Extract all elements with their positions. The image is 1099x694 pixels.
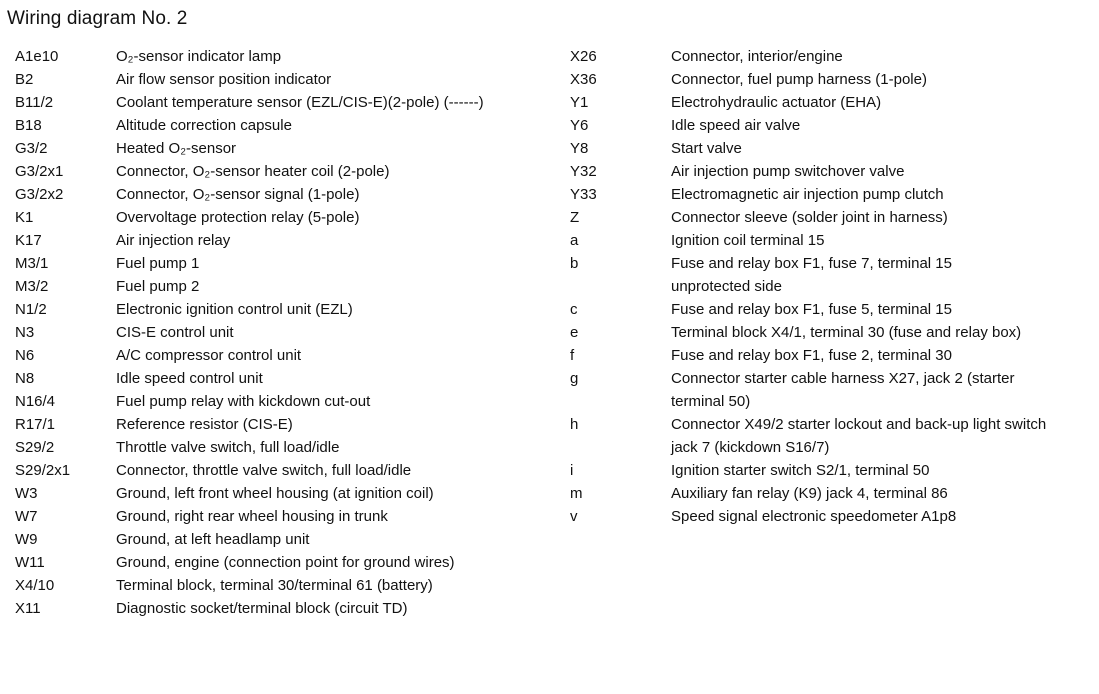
legend-code: a (570, 232, 579, 249)
legend-description: Ignition coil terminal 15 (671, 232, 825, 249)
legend-description: Idle speed control unit (116, 370, 263, 387)
legend-code: N1/2 (15, 301, 47, 318)
legend-description: Connector starter cable harness X27, jack 2 (starter terminal 50) (671, 370, 1015, 410)
legend-description: Connector sleeve (solder joint in harness) (671, 209, 948, 226)
legend-code: W7 (15, 508, 38, 525)
page-title: Wiring diagram No. 2 (7, 8, 188, 29)
legend-code: B2 (15, 71, 34, 88)
legend-description: Coolant temperature sensor (EZL/CIS-E)(2-pole) (------) (116, 94, 484, 111)
legend-description: CIS-E control unit (116, 324, 234, 341)
legend-description: Ground, at left headlamp unit (116, 531, 310, 548)
legend-code: M3/1 (15, 255, 49, 272)
legend-row (570, 137, 1090, 160)
legend-code: v (570, 508, 578, 525)
legend-row (15, 482, 545, 505)
legend-description: Fuse and relay box F1, fuse 5, terminal 15 (671, 301, 952, 318)
legend-code: S29/2x1 (15, 462, 71, 479)
legend-row (15, 206, 545, 229)
legend-code: X11 (15, 600, 41, 617)
legend-description: Fuel pump relay with kickdown cut-out (116, 393, 371, 410)
legend-description: Electromagnetic air injection pump clutch (671, 186, 944, 203)
legend-description: Reference resistor (CIS-E) (116, 416, 293, 433)
legend-description: Ground, right rear wheel housing in trunk (116, 508, 388, 525)
legend-row (15, 114, 545, 137)
legend-row (570, 68, 1090, 91)
legend-column-left (15, 45, 545, 620)
legend-row (570, 229, 1090, 252)
legend-description: Overvoltage protection relay (5-pole) (116, 209, 360, 226)
legend-row (570, 298, 1090, 321)
legend-description: Electronic ignition control unit (EZL) (116, 301, 353, 318)
legend-row (570, 321, 1090, 344)
legend-code: e (570, 324, 579, 341)
legend-row (570, 160, 1090, 183)
legend-description: Heated O₂-sensor (116, 140, 237, 157)
legend-description: Altitude correction capsule (116, 117, 292, 134)
legend-description: Auxiliary fan relay (K9) jack 4, terminal 86 (671, 485, 948, 502)
legend-row (15, 298, 545, 321)
legend-row (15, 459, 545, 482)
legend-description: Connector, throttle valve switch, full load/idle (116, 462, 412, 479)
legend-description: Speed signal electronic speedometer A1p8 (671, 508, 957, 525)
legend-row (15, 597, 545, 620)
legend-code: B18 (15, 117, 42, 134)
legend-description: Connector, fuel pump harness (1-pole) (671, 71, 927, 88)
legend-row (570, 252, 1090, 298)
legend-description: Ground, engine (connection point for ground wires) (116, 554, 455, 571)
legend-row (15, 505, 545, 528)
legend-code: Y6 (570, 117, 589, 134)
legend-code: c (570, 301, 578, 318)
legend-row (570, 183, 1090, 206)
legend-code: Y8 (570, 140, 589, 157)
legend-description: Connector, O₂-sensor heater coil (2-pole) (116, 163, 390, 180)
legend-row (570, 114, 1090, 137)
legend-code: W11 (15, 554, 45, 571)
legend-row (570, 482, 1090, 505)
legend-description: Diagnostic socket/terminal block (circuit TD) (116, 600, 408, 617)
legend-code: N3 (15, 324, 35, 341)
legend-row (570, 459, 1090, 482)
legend-row (15, 574, 545, 597)
legend-row (15, 137, 545, 160)
legend-row (570, 344, 1090, 367)
legend-code: S29/2 (15, 439, 55, 456)
legend-description: Ground, left front wheel housing (at ignition coil) (116, 485, 434, 502)
legend-description: Fuel pump 2 (116, 278, 200, 295)
legend-row (15, 367, 545, 390)
legend-description: Air injection relay (116, 232, 231, 249)
legend-row (570, 91, 1090, 114)
legend-row (15, 45, 545, 68)
legend-code: G3/2 (15, 140, 48, 157)
legend-code: X36 (570, 71, 597, 88)
legend-description: Start valve (671, 140, 742, 157)
legend-code: W3 (15, 485, 38, 502)
legend-column-right (570, 45, 1090, 528)
legend-row (15, 551, 545, 574)
legend-code: m (570, 485, 583, 502)
legend-description: Connector, O₂-sensor signal (1-pole) (116, 186, 360, 203)
legend-code: W9 (15, 531, 38, 548)
legend-description: Electrohydraulic actuator (EHA) (671, 94, 882, 111)
legend-code: b (570, 255, 579, 272)
legend-code: M3/2 (15, 278, 49, 295)
legend-description: Terminal block X4/1, terminal 30 (fuse and relay box) (671, 324, 1022, 341)
legend-description: Fuse and relay box F1, fuse 7, terminal 15 unprotected side (671, 255, 952, 295)
legend-description: Connector, interior/engine (671, 48, 843, 65)
legend-code: f (570, 347, 575, 364)
legend-code: Z (570, 209, 580, 226)
legend-code: Y1 (570, 94, 589, 111)
legend-description: Throttle valve switch, full load/idle (116, 439, 340, 456)
legend-row (15, 275, 545, 298)
legend-row (15, 344, 545, 367)
legend-description: Connector X49/2 starter lockout and back-up light switch jack 7 (kickdown S16/7) (671, 416, 1047, 456)
legend-description: Idle speed air valve (671, 117, 801, 134)
legend-code: R17/1 (15, 416, 56, 433)
legend-code: N6 (15, 347, 35, 364)
legend-description: O₂-sensor indicator lamp (116, 48, 282, 65)
legend-code: i (570, 462, 574, 479)
legend-row (15, 436, 545, 459)
legend-description: Fuse and relay box F1, fuse 2, terminal 30 (671, 347, 952, 364)
legend-row (570, 413, 1090, 459)
legend-code: K1 (15, 209, 34, 226)
legend-row (570, 505, 1090, 528)
legend-description: Terminal block, terminal 30/terminal 61 (battery) (116, 577, 433, 594)
legend-row (15, 321, 545, 344)
legend-row (15, 413, 545, 436)
legend-description: Fuel pump 1 (116, 255, 200, 272)
legend-code: X4/10 (15, 577, 55, 594)
legend-row (15, 252, 545, 275)
legend-row (15, 390, 545, 413)
legend-row (15, 528, 545, 551)
legend-row (570, 45, 1090, 68)
legend-code: G3/2x2 (15, 186, 64, 203)
legend-row (570, 367, 1090, 413)
legend-code: K17 (15, 232, 42, 249)
legend-code: Y32 (570, 163, 597, 180)
legend-row (15, 68, 545, 91)
legend-row (15, 160, 545, 183)
legend-row (15, 91, 545, 114)
legend-row (15, 183, 545, 206)
legend-row (570, 206, 1090, 229)
legend-description: Ignition starter switch S2/1, terminal 50 (671, 462, 930, 479)
legend-code: Y33 (570, 186, 597, 203)
legend-code: X26 (570, 48, 597, 65)
legend-code: A1e10 (15, 48, 59, 65)
legend-code: N16/4 (15, 393, 56, 410)
legend-code: g (570, 370, 579, 387)
legend-code: G3/2x1 (15, 163, 64, 180)
legend-code: B11/2 (15, 94, 54, 111)
legend-description: Air flow sensor position indicator (116, 71, 332, 88)
legend-row (15, 229, 545, 252)
legend-description: A/C compressor control unit (116, 347, 302, 364)
legend-description: Air injection pump switchover valve (671, 163, 905, 180)
legend-code: N8 (15, 370, 35, 387)
legend-code: h (570, 416, 579, 433)
